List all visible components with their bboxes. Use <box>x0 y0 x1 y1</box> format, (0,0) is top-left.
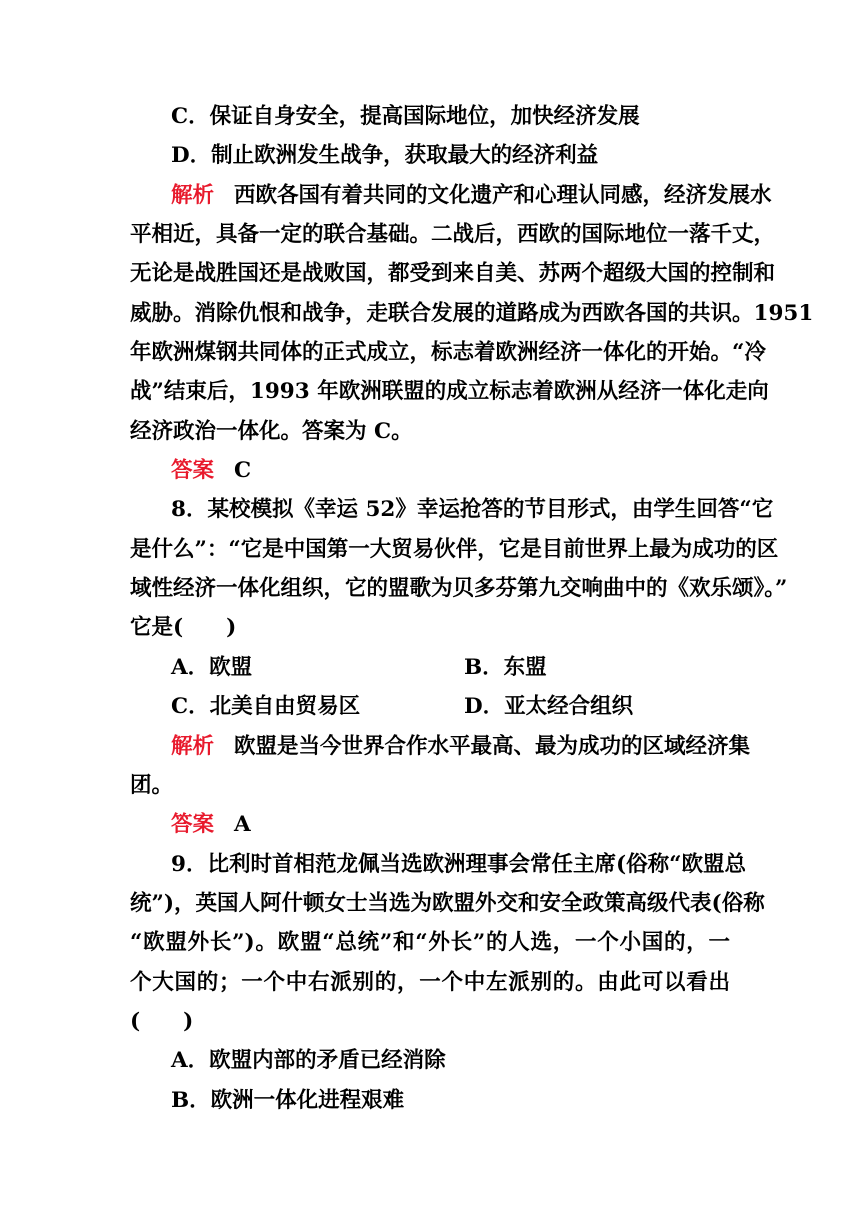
q8-option-b: B．东盟 <box>464 655 547 680</box>
q7-analysis-line-3: 无论是战胜国还是战败国，都受到来自美、苏两个超级大国的控制和 <box>130 261 776 286</box>
q7-analysis-line-6: 战”结束后，1993 年欧洲联盟的成立标志着欧洲从经济一体化走向 <box>130 379 769 404</box>
q8-analysis-line-1: 解析 欧盟是当今世界合作水平最高、最为成功的区域经济集 <box>171 734 751 759</box>
q7-analysis-line-5: 年欧洲煤钢共同体的正式成立，标志着欧洲经济一体化的开始。“冷 <box>130 340 766 365</box>
q9-option-b: B．欧洲一体化进程艰难 <box>171 1088 405 1113</box>
q7-analysis-label: 解析 <box>171 183 215 208</box>
q8-stem-line-4: 它是( ) <box>130 615 237 640</box>
q8-stem-line-2: 是什么”：“它是中国第一大贸易伙伴，它是目前世界上最为成功的区 <box>130 537 779 562</box>
q9-stem-line-5: ( ) <box>130 1009 194 1034</box>
q8-analysis-line-2: 团。 <box>130 773 174 798</box>
q7-option-c: C．保证自身安全，提高国际地位，加快经济发展 <box>171 104 640 129</box>
q9-stem-line-3: “欧盟外长”)。欧盟“总统”和“外长”的人选，一个小国的，一 <box>130 930 730 955</box>
q7-analysis-line-4: 威胁。消除仇恨和战争，走联合发展的道路成为西欧各国的共识。1951 <box>130 301 814 326</box>
q8-answer-value: A <box>234 812 251 837</box>
q9-stem-line-2: 统”)，英国人阿什顿女士当选为欧盟外交和安全政策高级代表(俗称 <box>130 891 765 916</box>
q7-analysis-line-7: 经济政治一体化。答案为 C。 <box>130 419 413 444</box>
q8-answer <box>171 805 730 844</box>
q8-option-a: A．欧盟 <box>171 655 253 680</box>
q8-answer-label: 答案 <box>171 812 215 837</box>
q8-analysis-label: 解析 <box>171 734 215 759</box>
q7-analysis-line-2: 平相近，具备一定的联合基础。二战后，西欧的国际地位一落千丈， <box>130 222 776 247</box>
q9-stem-line-4: 个大国的；一个中右派别的，一个中左派别的。由此可以看出 <box>130 970 730 995</box>
q7-answer-label: 答案 <box>171 458 215 483</box>
q7-answer-value: C <box>234 458 252 483</box>
q8-option-c: C．北美自由贸易区 <box>171 694 361 719</box>
q7-option-d: D．制止欧洲发生战争，获取最大的经济利益 <box>171 143 599 168</box>
q7-analysis-line-1: 解析 西欧各国有着共同的文化遗产和心理认同感，经济发展水 <box>171 183 772 208</box>
q7-answer <box>171 451 730 490</box>
q9-option-a: A．欧盟内部的矛盾已经消除 <box>171 1048 446 1073</box>
q8-stem-line-3: 域性经济一体化组织，它的盟歌为贝多芬第九交响曲中的《欢乐颂》。” <box>130 576 788 601</box>
q8-stem-line-1: 8．某校模拟《幸运 52》幸运抢答的节目形式，由学生回答“它 <box>171 497 774 522</box>
q8-option-d: D．亚太经合组织 <box>464 694 634 719</box>
q9-stem-line-1: 9．比利时首相范龙佩当选欧洲理事会常任主席(俗称“欧盟总 <box>171 852 747 877</box>
